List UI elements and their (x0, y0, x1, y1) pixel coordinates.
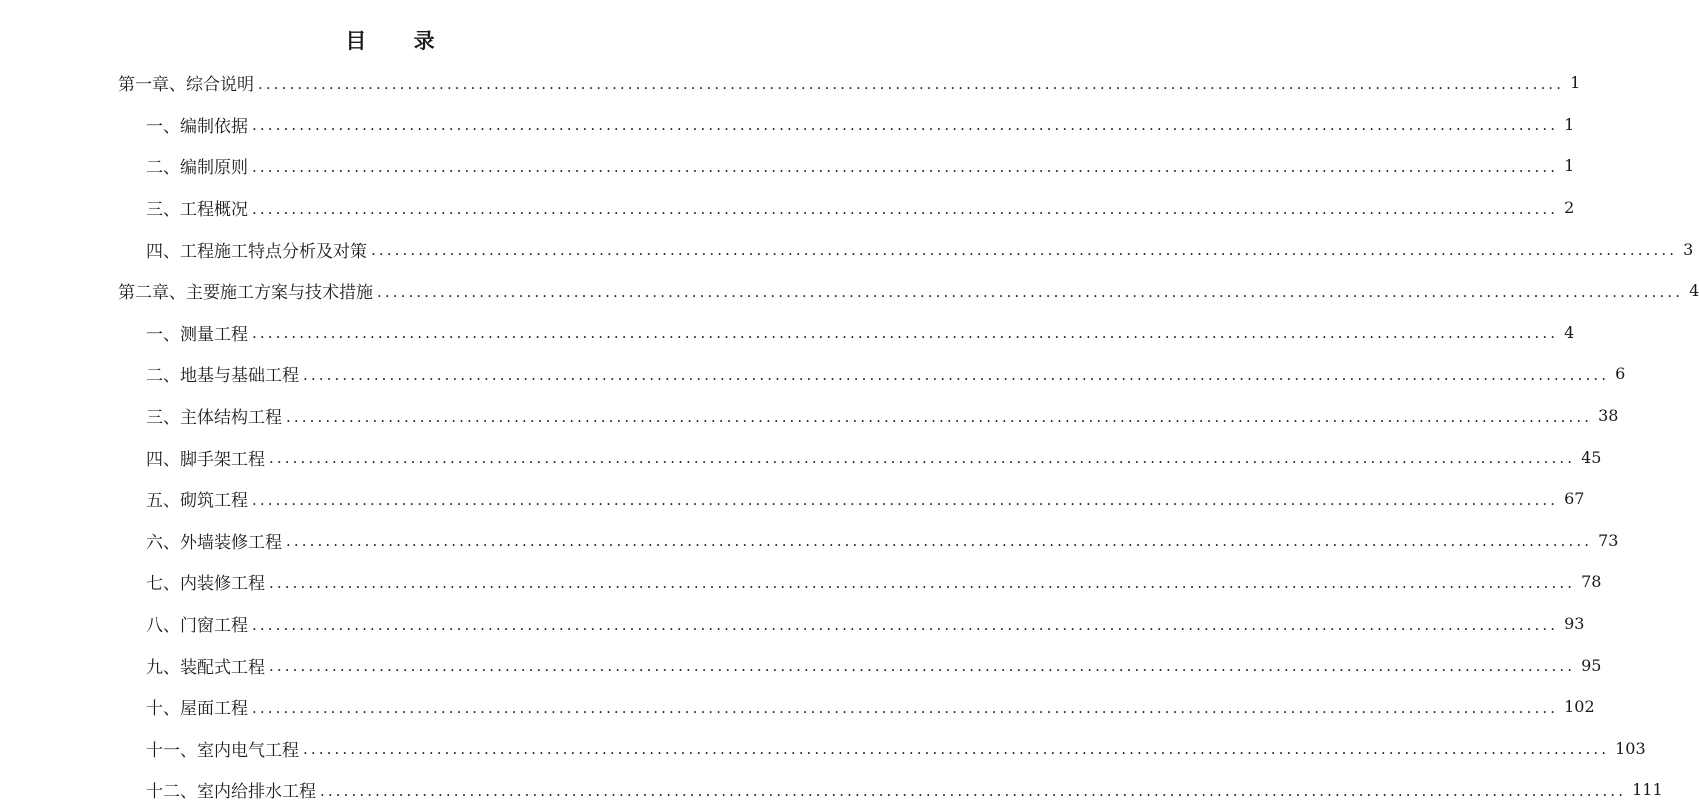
toc-entry[interactable] (0, 644, 1602, 686)
toc-dot-leader: ...................................................................................................................................................................... (286, 532, 1593, 551)
toc-entry[interactable] (0, 353, 1626, 395)
toc-dot-leader: ...................................................................................................................................................................... (252, 157, 1559, 176)
toc-entry-page: 1 (1564, 114, 1575, 134)
toc-entry-page: 3 (1683, 239, 1694, 259)
toc-entry-label: 四、工程施工特点分析及对策 (146, 241, 367, 262)
toc-entry-label: 三、工程概况 (146, 200, 248, 221)
toc-dot-leader: ...................................................................................................................................................................... (252, 490, 1559, 509)
toc-entry[interactable] (0, 478, 1585, 520)
toc-entry-page: 73 (1598, 530, 1619, 550)
toc-entry[interactable] (0, 561, 1602, 603)
toc-list (0, 62, 1699, 811)
toc-entry[interactable] (0, 769, 1663, 811)
toc-entry-label: 六、外墙装修工程 (146, 532, 282, 553)
toc-dot-leader: ...................................................................................................................................................................... (252, 698, 1559, 717)
toc-entry-label: 五、砌筑工程 (146, 491, 248, 512)
toc-entry[interactable] (0, 228, 1694, 270)
toc-entry-label: 第一章、综合说明 (118, 75, 254, 96)
toc-entry-label: 九、装配式工程 (146, 657, 265, 678)
toc-entry-label: 十二、室内给排水工程 (146, 782, 316, 803)
toc-entry-label: 二、编制原则 (146, 158, 248, 179)
toc-dot-leader: ...................................................................................................................................................................... (269, 573, 1576, 592)
toc-dot-leader: ...................................................................................................................................................................... (252, 199, 1559, 218)
toc-entry-page: 38 (1598, 406, 1619, 426)
toc-entry-label: 一、测量工程 (146, 324, 248, 345)
toc-entry-label: 十、屋面工程 (146, 699, 248, 720)
toc-entry-page: 6 (1615, 364, 1626, 384)
toc-entry-label: 二、地基与基础工程 (146, 366, 299, 387)
toc-title: 目 录 (345, 29, 455, 53)
toc-entry-label: 八、门窗工程 (146, 616, 248, 637)
toc-entry-page: 4 (1689, 281, 1699, 301)
toc-dot-leader: ...................................................................................................................................................................... (252, 615, 1559, 634)
toc-entry-label: 一、编制依据 (146, 116, 248, 137)
toc-dot-leader: ...................................................................................................................................................................... (252, 116, 1559, 135)
toc-entry[interactable] (0, 728, 1646, 770)
toc-entry-page: 95 (1581, 655, 1602, 675)
toc-entry[interactable] (0, 312, 1575, 354)
toc-entry-page: 4 (1564, 322, 1575, 342)
toc-entry[interactable] (0, 436, 1602, 478)
toc-entry[interactable] (0, 104, 1575, 146)
toc-entry-page: 102 (1564, 697, 1595, 717)
toc-entry[interactable] (0, 520, 1619, 562)
toc-entry-page: 1 (1570, 73, 1581, 93)
toc-entry-page: 2 (1564, 198, 1575, 218)
toc-entry-label: 第二章、主要施工方案与技术措施 (118, 283, 373, 304)
toc-entry[interactable] (0, 187, 1575, 229)
toc-dot-leader: ...................................................................................................................................................................... (258, 74, 1565, 93)
toc-entry-page: 67 (1564, 489, 1585, 509)
toc-entry-label: 七、内装修工程 (146, 574, 265, 595)
toc-entry-page: 78 (1581, 572, 1602, 592)
toc-dot-leader: ...................................................................................................................................................................... (269, 657, 1576, 676)
toc-entry-label: 四、脚手架工程 (146, 449, 265, 470)
toc-entry-page: 111 (1632, 780, 1663, 800)
toc-entry-page: 103 (1615, 738, 1646, 758)
toc-entry-page: 1 (1564, 156, 1575, 176)
toc-dot-leader: ...................................................................................................................................................................... (303, 365, 1610, 384)
toc-entry[interactable] (0, 270, 1699, 312)
toc-entry[interactable] (0, 62, 1581, 104)
toc-dot-leader: ...................................................................................................................................................................... (269, 449, 1576, 468)
toc-dot-leader: ...................................................................................................................................................................... (320, 781, 1627, 800)
toc-entry[interactable] (0, 395, 1619, 437)
toc-dot-leader: ...................................................................................................................................................................... (286, 407, 1593, 426)
toc-entry-label: 十一、室内电气工程 (146, 740, 299, 761)
toc-entry-page: 45 (1581, 447, 1602, 467)
toc-entry[interactable] (0, 145, 1575, 187)
toc-dot-leader: ...................................................................................................................................................................... (371, 241, 1678, 260)
toc-entry[interactable] (0, 686, 1595, 728)
toc-entry-label: 三、主体结构工程 (146, 408, 282, 429)
toc-entry-page: 93 (1564, 614, 1585, 634)
toc-dot-leader: ...................................................................................................................................................................... (377, 282, 1684, 301)
toc-entry[interactable] (0, 603, 1585, 645)
toc-dot-leader: ...................................................................................................................................................................... (252, 324, 1559, 343)
toc-dot-leader: ...................................................................................................................................................................... (303, 740, 1610, 759)
